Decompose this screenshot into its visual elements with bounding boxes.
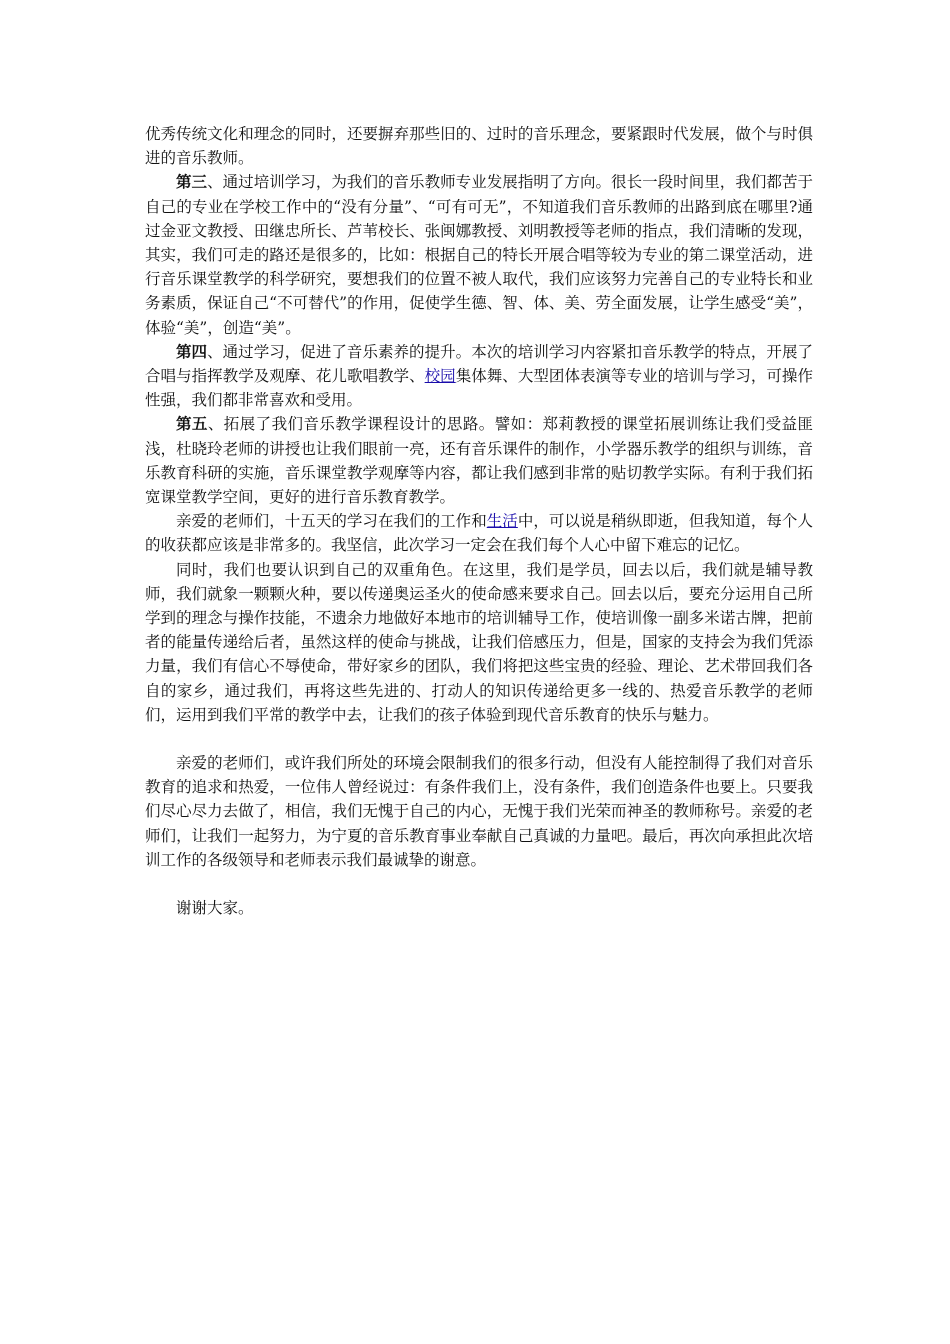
paragraph-fifth bbox=[145, 412, 813, 509]
paragraph-closing: 亲爱的老师们，或许我们所处的环境会限制我们的很多行动，但没有人能控制得了我们对音乐教育的追求和热爱，一位伟人曾经说过：有条件我们上，没有条件，我们创造条件也要上。只要我们尽心尽力去做了，相信，我们无愧于自己的内心，无愧于我们光荣而神圣的教师称号。亲爱的老师们，让我们一起努力，为宁夏的音乐教育事业奉献自己真诚的力量吧。最后，再次向承担此次培训工作的各级领导和老师表示我们最诚挚的谢意。 bbox=[145, 754, 813, 869]
paragraph-dual-role: 同时，我们也要认识到自己的双重角色。在这里，我们是学员，回去以后，我们就是辅导教师，我们就象一颗颗火种，要以传递奥运圣火的使命感来要求自己。回去以后，要充分运用自己所学到的理念与操作技能，不遗余力地做好本地市的培训辅导工作，使培训像一副多米诺古牌，把前者的能量传递给后者，虽然这样的使命与挑战，让我们倍感压力，但是，国家的支持会为我们凭添力量，我们有信心不辱使命，带好家乡的团队，我们将把这些宝贵的经验、理论、艺术带回我们各自的家乡，通过我们，再将这些先进的、打动人的知识传递给更多一线的、热爱音乐教学的老师们，运用到我们平常的教学中去，让我们的孩子体验到现代音乐教育的快乐与魅力。 bbox=[145, 560, 813, 724]
paragraph-text-fourth-b: 集体舞、大型团体表演等专业的培训与学习，可操作性强，我们都非常喜欢和受用。 bbox=[145, 367, 813, 410]
paragraph-thanks: 谢谢大家。 bbox=[176, 899, 254, 918]
document-body bbox=[145, 122, 813, 920]
paragraph-text-fifth: 、拓展了我们音乐教学课程设计的思路。譬如：郑莉教授的课堂拓展训练让我们受益匪浅，杜晓玲老师的讲授也让我们眼前一亮，还有音乐课件的制作，小学器乐教学的组织与训练，音乐教育科研的实施，音乐课堂教学观摩等内容，都让我们感到非常的贴切教学实际。有利于我们拓宽课堂教学空间，更好的进行音乐教育教学。 bbox=[145, 415, 813, 507]
campus-link[interactable]: 校园 bbox=[424, 367, 456, 386]
paragraph-text-dear-a: 亲爱的老师们，十五天的学习在我们的工作和 bbox=[176, 512, 487, 531]
paragraph-text-third: 、通过培训学习，为我们的音乐教师专业发展指明了方向。很长一段时间里，我们都苦于自己的专业在学校工作中的“没有分量”、“可有可无”，不知道我们音乐教师的出路到底在哪里?通过金亚文教授、田继忠所长、芦苇校长、张闽娜教授、刘明教授等老师的指点，我们清晰的发现，其实，我们可走的路还是很多的，比如：根据自己的特长开展合唱等较为专业的第二课堂活动，进行音乐课堂教学的科学研究，要想我们的位置不被人取代，我们应该努力完善自己的专业特长和业务素质，保证自己“不可替代”的作用，促使学生德、智、体、美、劳全面发展，让学生感受“美”，体验“美”，创造“美”。 bbox=[145, 173, 813, 337]
paragraph-dear-teachers bbox=[145, 509, 813, 557]
paragraph-lead-third: 第三 bbox=[176, 172, 208, 192]
paragraph-third bbox=[145, 170, 813, 339]
paragraph-continuation: 优秀传统文化和理念的同时，还要摒弃那些旧的、过时的音乐理念，要紧跟时代发展，做个与时俱进的音乐教师。 bbox=[145, 125, 813, 168]
paragraph-text-dear-b: 中，可以说是稍纵即逝，但我知道，每个人的收获都应该是非常多的。我坚信，此次学习一定会在我们每个人心中留下难忘的记忆。 bbox=[145, 512, 813, 555]
paragraph-lead-fifth: 第五 bbox=[176, 414, 208, 434]
paragraph-spacer bbox=[145, 872, 813, 896]
life-link[interactable]: 生活 bbox=[486, 512, 518, 531]
paragraph-text-fourth-a: 、通过学习，促进了音乐素养的提升。本次的培训学习内容紧扣音乐教学的特点，开展了合唱与指挥教学及观摩、花儿歌唱教学、 bbox=[145, 342, 813, 386]
paragraph-spacer bbox=[145, 727, 813, 751]
paragraph-lead-fourth: 第四 bbox=[176, 341, 208, 361]
paragraph-fourth bbox=[145, 340, 813, 413]
